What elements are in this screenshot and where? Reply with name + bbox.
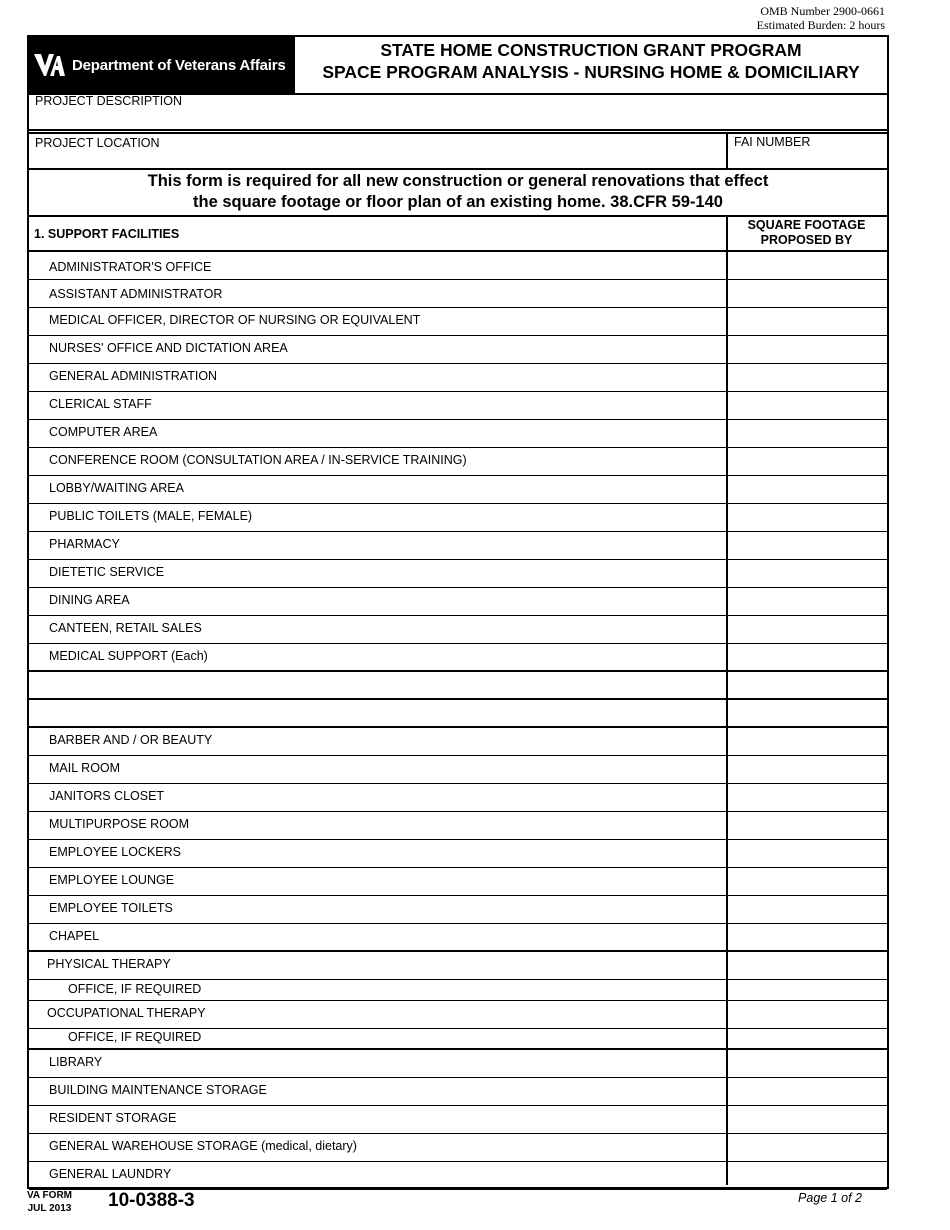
omb-info [757,4,885,32]
square-footage-input[interactable] [728,784,885,811]
omb-number: OMB Number 2900-0661 [760,4,885,18]
square-footage-input[interactable] [728,336,885,363]
row-label: ADMINISTRATOR'S OFFICE [49,260,212,274]
form-date: JUL 2013 [27,1203,72,1214]
row-label: PHARMACY [49,537,120,551]
form-page [27,35,889,1189]
table-row [29,560,887,588]
table-row [29,252,887,280]
row-label: BARBER AND / OR BEAUTY [49,733,213,747]
table-row [29,980,887,1001]
square-footage-input[interactable] [728,756,885,783]
square-footage-input[interactable] [728,924,885,950]
title-line-1: STATE HOME CONSTRUCTION GRANT PROGRAM [380,40,802,60]
section-title: 1. SUPPORT FACILITIES [34,227,180,241]
title-line-2: SPACE PROGRAM ANALYSIS - NURSING HOME & DOMICILIARY [322,62,860,82]
row-label: LIBRARY [49,1055,103,1069]
row-label: LOBBY/WAITING AREA [49,481,184,495]
table-row [29,336,887,364]
table-row [29,672,887,700]
divider [29,168,887,170]
row-label: BUILDING MAINTENANCE STORAGE [49,1083,267,1097]
square-footage-input[interactable] [728,1001,885,1028]
square-footage-input[interactable] [728,420,885,447]
table-row [29,700,887,728]
table-row [29,1001,887,1029]
table-row [29,896,887,924]
fai-number-label: FAI NUMBER [734,135,811,149]
va-logo [29,37,295,93]
square-footage-input[interactable] [728,280,885,307]
table-row [29,616,887,644]
table-row [29,280,887,308]
row-label: GENERAL WAREHOUSE STORAGE (medical, dietary) [49,1139,357,1153]
square-footage-input[interactable] [728,476,885,503]
table-row [29,1162,887,1190]
page-number: Page 1 of 2 [798,1191,862,1205]
square-footage-input[interactable] [728,1106,885,1133]
divider [29,132,887,134]
table-row [29,308,887,336]
square-footage-input[interactable] [728,1162,885,1189]
table-row [29,784,887,812]
square-footage-input[interactable] [728,364,885,391]
row-label: MAIL ROOM [49,761,121,775]
table-row [29,1078,887,1106]
row-label: RESIDENT STORAGE [49,1111,177,1125]
table-row [29,392,887,420]
row-label: EMPLOYEE TOILETS [49,901,173,915]
row-label: EMPLOYEE LOUNGE [49,873,175,887]
column-header [728,218,885,248]
department-name: Department of Veterans Affairs [72,56,286,74]
project-description-label: PROJECT DESCRIPTION [35,94,183,108]
square-footage-input[interactable] [728,532,885,559]
row-label: MULTIPURPOSE ROOM [49,817,190,831]
row-label: CONFERENCE ROOM (CONSULTATION AREA / IN-SERVICE TRAINING) [49,453,467,467]
table-row [29,756,887,784]
square-footage-input[interactable] [728,1029,885,1048]
table-row [29,812,887,840]
square-footage-input[interactable] [728,700,885,726]
square-footage-input[interactable] [728,644,885,670]
project-location-label: PROJECT LOCATION [35,136,160,150]
va-form-text: VA FORM [27,1190,72,1201]
row-label: GENERAL ADMINISTRATION [49,369,218,383]
square-footage-input[interactable] [728,672,885,698]
square-footage-input[interactable] [728,588,885,615]
table-row [29,1029,887,1050]
va-form-label [27,1189,72,1215]
row-label: JANITORS CLOSET [49,789,165,803]
form-title [295,39,887,83]
row-label: OFFICE, IF REQUIRED [68,982,202,996]
support-facilities-table [29,252,887,1190]
table-row [29,476,887,504]
form-number: 10-0388-3 [108,1190,195,1211]
table-row [29,1050,887,1078]
row-label: NURSES' OFFICE AND DICTATION AREA [49,341,288,355]
table-row [29,1134,887,1162]
square-footage-input[interactable] [728,448,885,475]
row-label: CHAPEL [49,929,100,943]
divider [29,215,887,217]
table-row [29,364,887,392]
fai-number-field[interactable] [728,150,885,168]
table-row [29,728,887,756]
project-location-field[interactable] [29,151,726,167]
row-label: PHYSICAL THERAPY [47,957,171,971]
table-row [29,924,887,952]
square-footage-input[interactable] [728,308,885,335]
table-row [29,448,887,476]
table-row [29,588,887,616]
square-footage-input[interactable] [728,980,885,1000]
notice-line-2: the square footage or floor plan of an existing home. 38.CFR 59-140 [193,193,723,211]
square-footage-input[interactable] [728,560,885,587]
row-label: COMPUTER AREA [49,425,158,439]
square-footage-input[interactable] [728,1050,885,1077]
square-footage-input[interactable] [728,840,885,867]
estimated-burden: Estimated Burden: 2 hours [756,18,885,32]
notice-line-1: This form is required for all new construction or general renovations that effect [147,172,769,190]
table-row [29,868,887,896]
project-description-field[interactable] [29,109,887,129]
table-row [29,504,887,532]
form-notice [29,171,887,213]
square-footage-input[interactable] [728,252,885,279]
row-label: CLERICAL STAFF [49,397,152,411]
form-footer [27,1189,885,1219]
row-label: ASSISTANT ADMINISTRATOR [49,287,223,301]
column-header-line-1: SQUARE FOOTAGE [747,218,866,232]
square-footage-input[interactable] [728,616,885,643]
row-label: CANTEEN, RETAIL SALES [49,621,202,635]
table-row [29,840,887,868]
row-label: OFFICE, IF REQUIRED [68,1030,202,1044]
row-label: MEDICAL OFFICER, DIRECTOR OF NURSING OR EQUIVALENT [49,313,421,327]
row-label: OCCUPATIONAL THERAPY [47,1006,206,1020]
square-footage-input[interactable] [728,1078,885,1105]
square-footage-input[interactable] [728,728,885,755]
row-label: DINING AREA [49,593,130,607]
row-label: GENERAL LAUNDRY [49,1167,172,1181]
row-label: MEDICAL SUPPORT (Each) [49,649,208,663]
form-header [29,37,887,95]
divider [29,129,887,131]
va-emblem-icon [32,51,66,79]
square-footage-input[interactable] [728,504,885,531]
square-footage-input[interactable] [728,1134,885,1161]
table-row [29,532,887,560]
square-footage-input[interactable] [728,952,885,979]
table-row [29,420,887,448]
table-row [29,644,887,672]
square-footage-input[interactable] [728,812,885,839]
square-footage-input[interactable] [728,896,885,923]
row-label: DIETETIC SERVICE [49,565,165,579]
table-row [29,952,887,980]
row-label: EMPLOYEE LOCKERS [49,845,181,859]
square-footage-input[interactable] [728,868,885,895]
square-footage-input[interactable] [728,392,885,419]
table-row [29,1106,887,1134]
column-header-line-2: PROPOSED BY [760,233,853,247]
row-label: PUBLIC TOILETS (MALE, FEMALE) [49,509,253,523]
